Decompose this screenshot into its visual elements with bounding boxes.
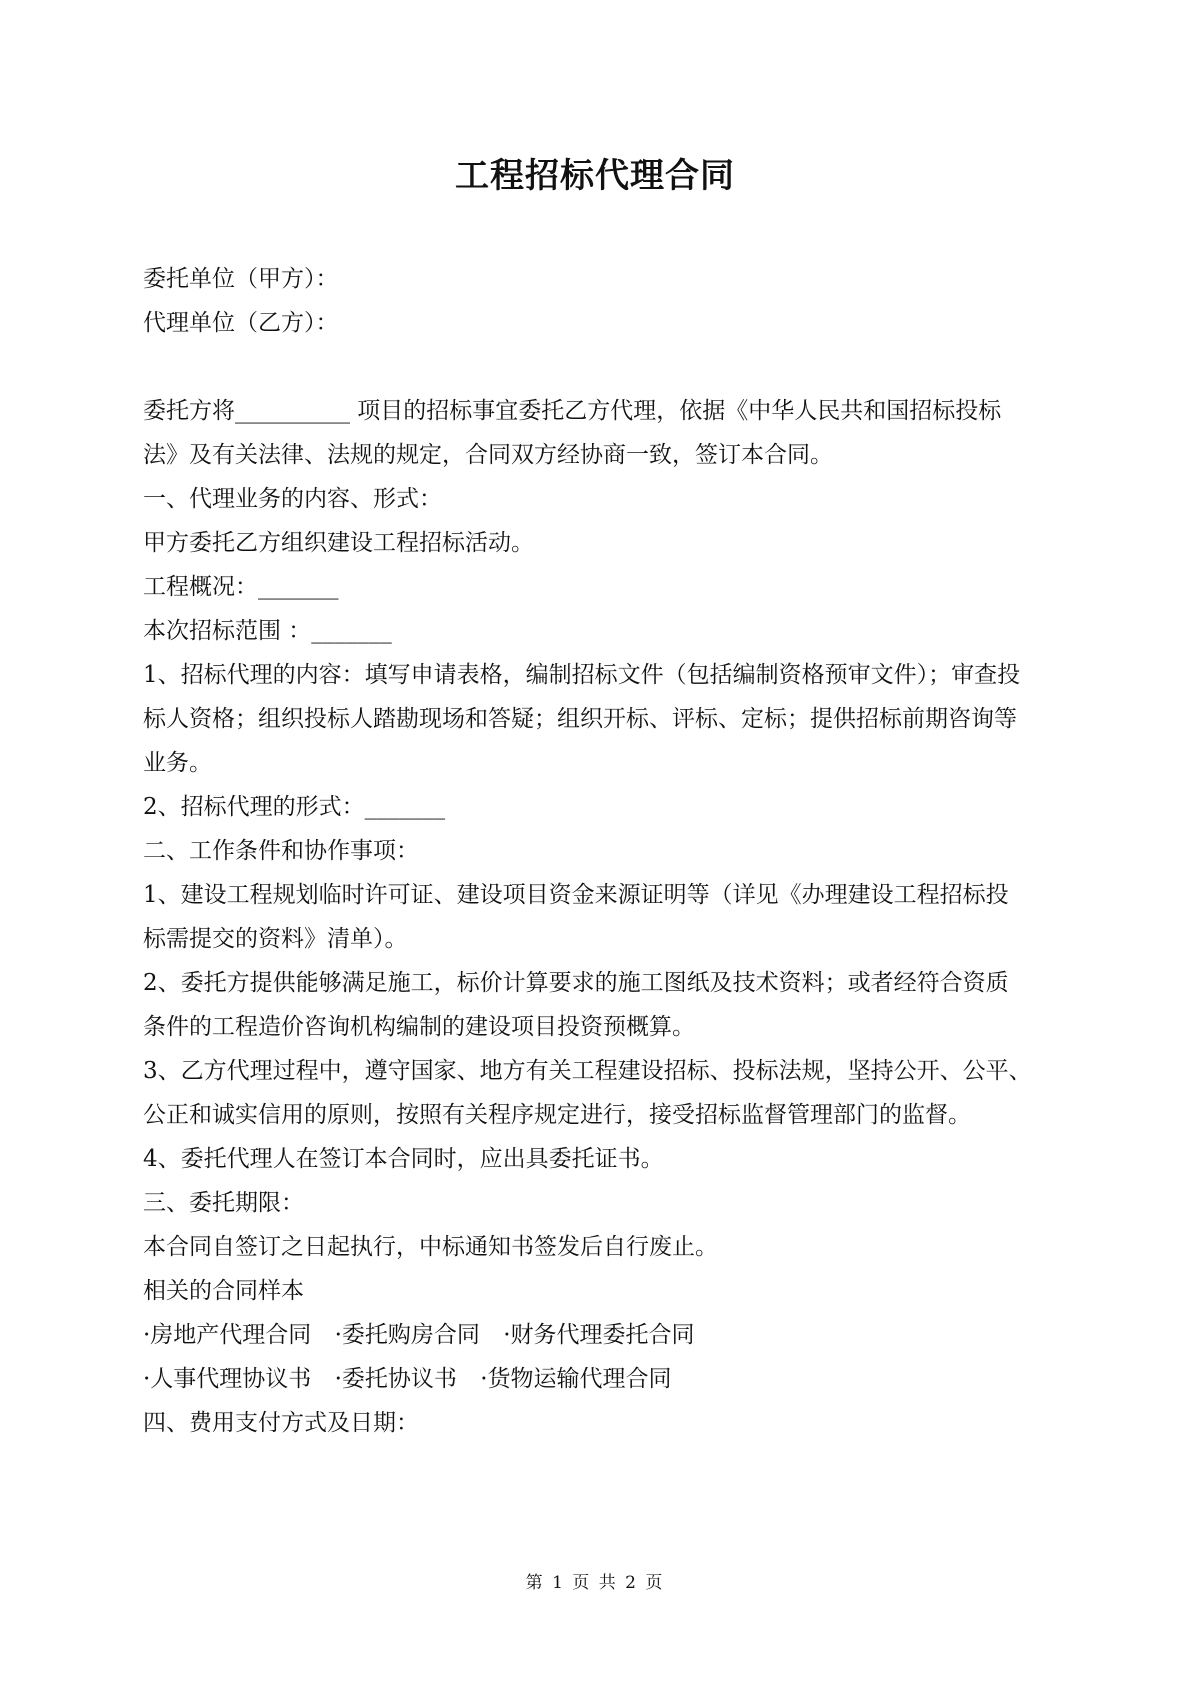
clause-line: 4、委托代理人在签订本合同时，应出具委托证书。 [143,1146,664,1172]
related-link[interactable]: ·货物运输代理合同 [480,1366,672,1392]
clause-line: 1、建设工程规划临时许可证、建设项目资金来源证明等（详见《办理建设工程招标投 [143,882,1009,908]
paragraph: 甲方委托乙方组织建设工程招标活动。 [143,530,534,556]
related-link[interactable]: ·人事代理协议书 [143,1366,312,1392]
page-footer: 第 1 页 共 2 页 [525,1573,665,1593]
clause-line: 2、招标代理的形式：_______ [143,794,446,820]
clause-line: 公正和诚实信用的原则，按照有关程序规定进行，接受招标监督管理部门的监督。 [143,1102,971,1128]
related-heading: 相关的合同样本 [143,1278,304,1304]
clause-line: 标需提交的资料》清单）。 [143,926,408,952]
clause-line: 条件的工程造价咨询机构编制的建设项目投资预概算。 [143,1014,695,1040]
related-links-row [143,1364,1063,1394]
clause-line: 业务。 [143,750,212,776]
paragraph: 本合同自签订之日起执行，中标通知书签发后自行废止。 [143,1234,718,1260]
section-heading: 三、委托期限： [143,1190,304,1216]
related-link[interactable]: ·委托购房合同 [334,1322,480,1348]
section-heading: 一、代理业务的内容、形式： [143,486,442,512]
clause-line: 2、委托方提供能够满足施工，标价计算要求的施工图纸及技术资料；或者经符合资质 [143,970,1009,996]
related-link[interactable]: ·财务代理委托合同 [503,1322,695,1348]
bid-scope-field: 本次招标范围 ：_______ [143,618,392,644]
clause-line: 1、招标代理的内容：填写申请表格，编制招标文件（包括编制资格预审文件）；审查投 [143,662,1021,688]
section-heading: 二、工作条件和协作事项： [143,838,419,864]
related-link[interactable]: ·房地产代理合同 [143,1322,312,1348]
related-link[interactable]: ·委托协议书 [334,1366,457,1392]
section-heading: 四、费用支付方式及日期： [143,1410,419,1436]
intro-line: 委托方将__________ 项目的招标事宜委托乙方代理，依据《中华人民共和国招标投标 [143,398,1002,424]
party-b-label: 代理单位（乙方）： [143,310,339,336]
intro-line: 法》及有关法律、法规的规定，合同双方经协商一致，签订本合同。 [143,442,833,468]
clause-line: 3、乙方代理过程中，遵守国家、地方有关工程建设招标、投标法规，坚持公开、公平、 [143,1058,1032,1084]
related-links-row [143,1320,1063,1350]
party-a-label: 委托单位（甲方）： [143,266,339,292]
clause-line: 标人资格；组织投标人踏勘现场和答疑；组织开标、评标、定标；提供招标前期咨询等 [143,706,1017,732]
page-title: 工程招标代理合同 [455,156,735,196]
project-overview-field: 工程概况：_______ [143,574,339,600]
